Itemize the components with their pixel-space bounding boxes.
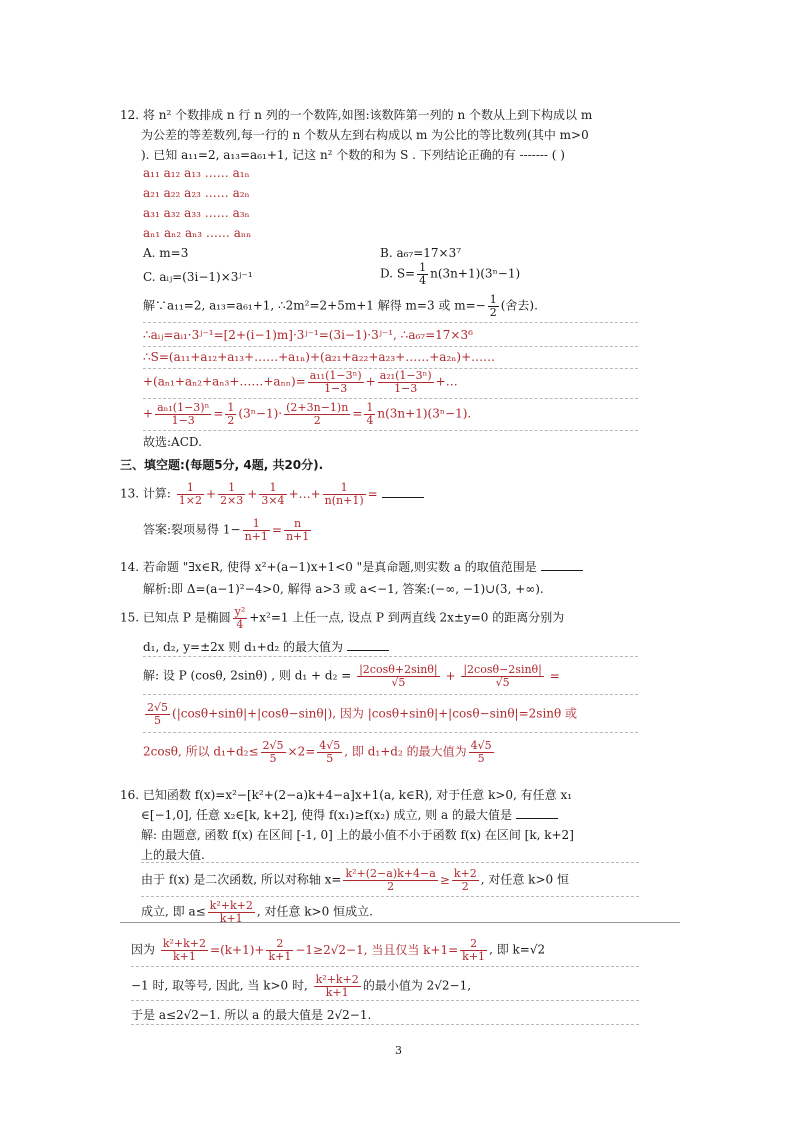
q12-solution-1: 解∵a₁₁=2, a₁₃=a₆₁+1, ∴2m²=2+5m+1 解得 m=3 或 m=− $\frac{1}{2}$ (舍去). (143, 293, 538, 319)
q16-question-1: 16. 已知函数 f(x)=x²−[k²+(2−a)k+4−a]x+1(a, k∈R), 对于任意 k>0, 有任意 x₁ (120, 788, 573, 802)
q12-solution-3: ∴S=(a₁₁+a₁₂+a₁₃+……+a₁ₙ)+(a₂₁+a₂₂+a₂₃+……+a₂ₙ)+…… (143, 350, 496, 364)
q15-solution-2: $\frac{2√5}{5}$ (|cosθ+sinθ|+|cosθ−sinθ|), 因为 |cosθ+sinθ|+|cosθ−sinθ|=2sinθ 或 (147, 701, 578, 727)
option-c: C. aᵢⱼ=(3i−1)×3ʲ⁻¹ (143, 270, 253, 284)
q12-answer: 故选:ACD. (143, 435, 202, 449)
matrix-row: a₂₁ a₂₂ a₂₃ …… a₂ₙ (143, 186, 250, 200)
q16-solution-6: −1 时, 取等号, 因此, 当 k>0 时, $\frac{\text{k²+k+2}}{k+1}$ 的最小值为 2√2−1, (131, 973, 472, 999)
option-b: B. a₆₇=17×3⁷ (380, 246, 462, 260)
q16-solution-5: 因为 $\frac{\text{k²+k+2}}{k+1}$ =(k+1)+ $\frac{2}{k+1}$ −1≥2√2−1, 当且仅当 k+1= $\frac{2}{k+1}$ , 即 k=√2 (131, 937, 546, 963)
q13-question: 13. 计算: $\frac{1}{1\times 2}$ + $\frac{1}{2\times 3}$ + $\frac{1}{3\times 4}$ +…+ $\frac{1}{n(n+1)}$ = (120, 482, 424, 506)
q15-question-2: d₁, d₂, y=±2x 则 d₁+d₂ 的最大值为 (143, 638, 389, 655)
q16-solution-1: 解: 由题意, 函数 f(x) 在区间 [-1, 0] 上的最小值不小于函数 f(x) 在区间 [k, k+2] (141, 828, 574, 842)
q14-answer: 解析:即 Δ=(a−1)²−4>0, 解得 a>3 或 a<−1, 答案:(−∞, −1)∪(3, +∞). (143, 582, 544, 596)
q16-solution-4: 成立, 即 a≤ $\frac{\text{k²+k+2}}{k+1}$ , 对任意 k>0 恒成立. (141, 899, 373, 925)
q12-solution-2: ∴aᵢⱼ=aᵢ₁·3ʲ⁻¹=[2+(i−1)m]·3ʲ⁻¹=(3i−1)·3ʲ⁻¹, ∴a₆₇=17×3⁶ (143, 328, 473, 342)
option-a: A. m=3 (143, 246, 189, 260)
q16-solution-3: 由于 f(x) 是二次函数, 所以对称轴 x= $\frac{\text{k²+(2−a)k+4−a}}{2}$ ≥ $\frac{k+2}{2}$ , 对任意 k>0 恒 (141, 867, 569, 893)
q16-question-2: ∈[−1,0], 任意 x₂∈[k, k+2], 使得 f(x₁)≥f(x₂) 成立, 则 a 的最大值是 (141, 806, 558, 823)
q12-solution-5: + $\frac{\text{aₙ₁(1−3)ⁿ}}{1-3}$ = $\frac{1}{2}$ (3ⁿ−1)· $\frac{(2+3n-1)n}{2}$ = $\frac{1}{4}$ n(3n+1)(3ⁿ−1). (143, 401, 472, 427)
q12-line1: 12. 将 n² 个数排成 n 行 n 列的一个数阵,如图:该数阵第一列的 n 个数从上到下构成以 m (120, 108, 593, 122)
q13-answer: 答案:裂项易得 1− $\frac{1}{n+1}$ = $\frac{n}{n+1}$ (143, 517, 310, 543)
q12-line3: ). 已知 a₁₁=2, a₁₃=a₆₁+1, 记这 n² 个数的和为 S . 下列结论正确的有 ------- ( ) (141, 148, 565, 162)
answer-blank (516, 807, 558, 819)
matrix-row: a₃₁ a₃₂ a₃₃ …… a₃ₙ (143, 206, 250, 220)
q16-solution-2: 上的最大值. (141, 848, 205, 862)
answer-blank (347, 639, 389, 651)
answer-blank (541, 559, 583, 571)
section-heading: 三、填空题:(每题5分, 4题, 共20分). (120, 458, 324, 472)
q15-solution-1: 解: 设 P (cosθ, 2sinθ) , 则 d₁ + d₂ = $\frac{|2\cos\theta+2\sin\theta|}{√5}$ + $\frac{|2\cos\theta-2\sin\theta|}{√5}$ = (143, 663, 560, 689)
option-d: D. S= $\frac{1}{4}$ n(3n+1)(3ⁿ−1) (380, 261, 521, 287)
q16-solution-7: 于是 a≤2√2−1. 所以 a 的最大值是 2√2−1. (131, 1008, 372, 1022)
answer-blank (382, 486, 424, 498)
q12-line2: 为公差的等差数列,每一行的 n 个数从左到右构成以 m 为公比的等比数列(其中 m>0 (141, 128, 589, 142)
option-d-suffix: n(3n+1)(3ⁿ−1) (430, 266, 521, 281)
q14-question: 14. 若命题 "∃x∈R, 使得 x²+(a−1)x+1<0 "是真命题,则实数 a 的取值范围是 (120, 558, 583, 575)
option-d-prefix: D. S= (380, 266, 416, 281)
q12-solution-4: +(aₙ₁+aₙ₂+aₙ₃+……+aₙₙ)= $\frac{\text{a₁₁(1−3ⁿ)}}{1-3}$ + $\frac{\text{a₂₁(1−3ⁿ)}}{1-3}$ +… (143, 369, 458, 395)
q15-question: 15. 已知点 P 是椭圆 $\frac{\text{y²}}{4}$ +x²=1 上任一点, 设点 P 到两直线 2x±y=0 的距离分别为 (120, 605, 565, 631)
q15-solution-3: 2cosθ, 所以 d₁+d₂≤ $\frac{2√5}{5}$ ×2= $\frac{4√5}{5}$ , 即 d₁+d₂ 的最大值为 $\frac{4√5}{5}$ (143, 739, 492, 765)
matrix-row: aₙ₁ aₙ₂ aₙ₃ …… aₙₙ (143, 226, 252, 240)
page-number: 3 (395, 1044, 402, 1057)
matrix-row: a₁₁ a₁₂ a₁₃ …… a₁ₙ (143, 166, 250, 180)
